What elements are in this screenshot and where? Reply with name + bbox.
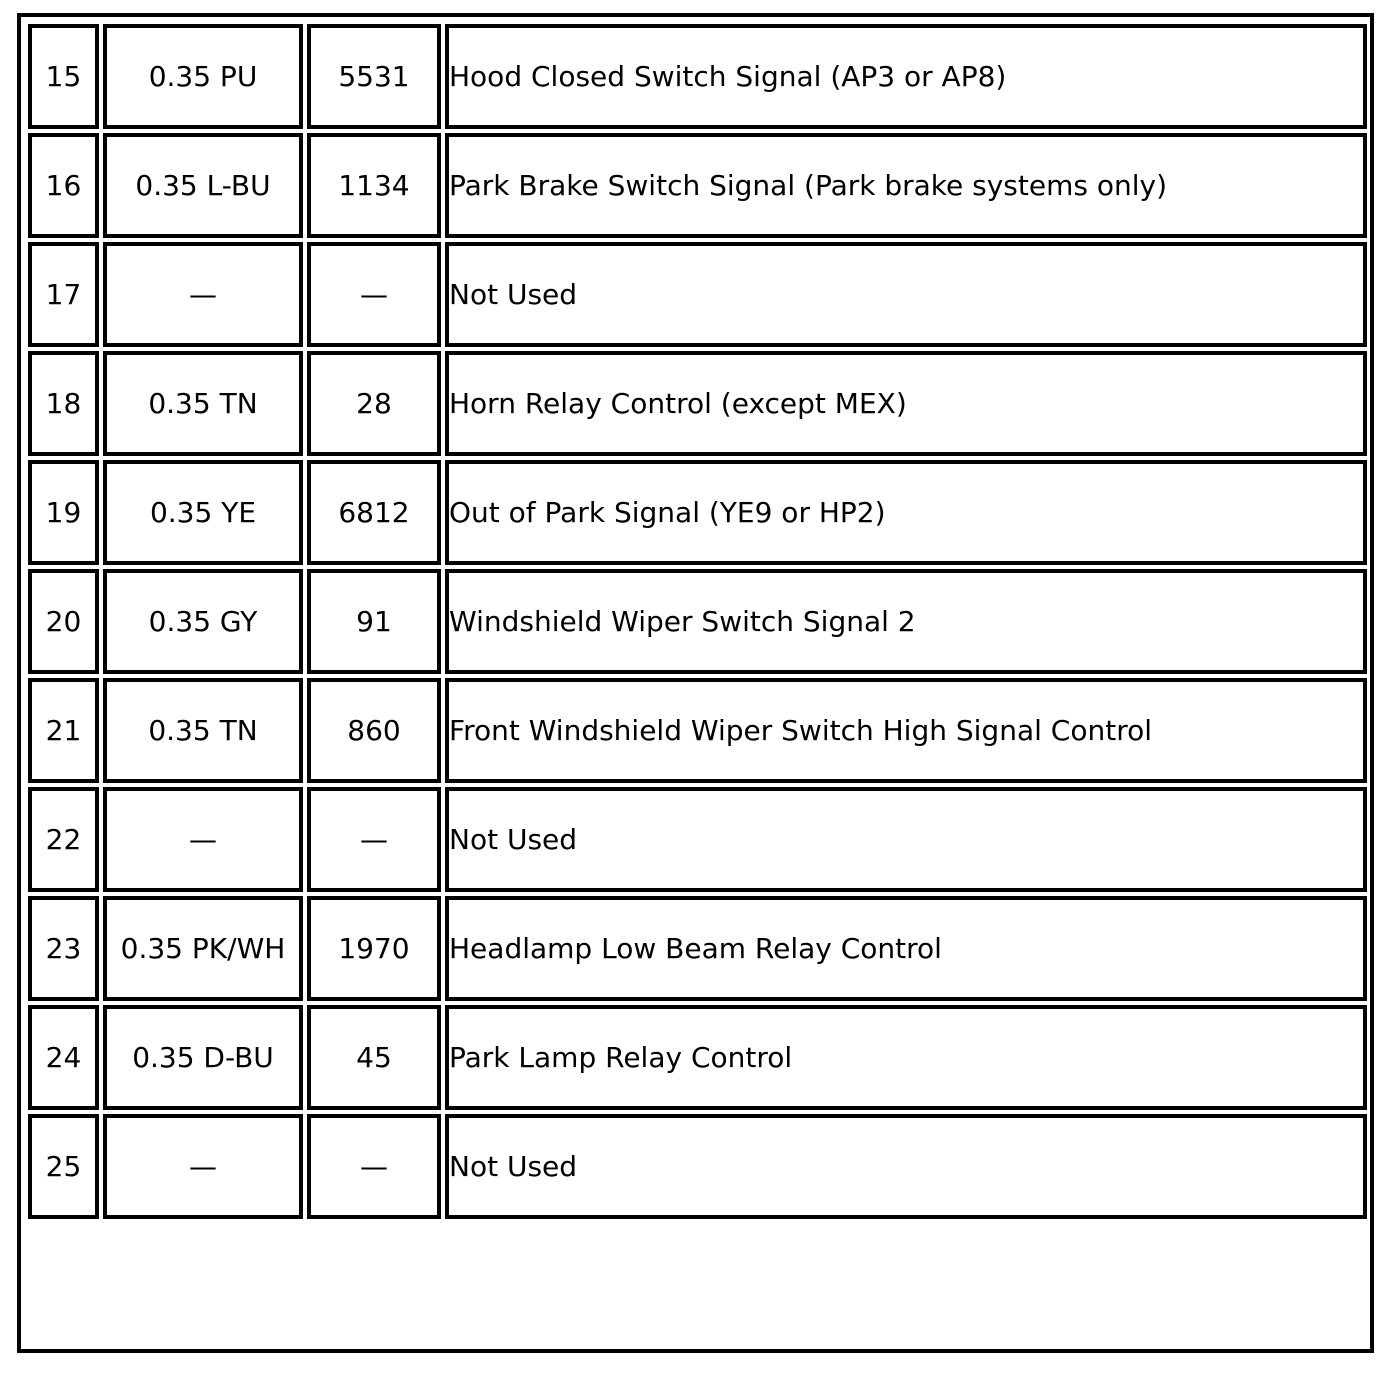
wire-cell: 0.35 D-BU xyxy=(103,1005,303,1110)
table-row xyxy=(28,896,1367,1001)
connector-pinout-table xyxy=(24,20,1371,1223)
circuit-cell: 5531 xyxy=(307,24,441,129)
table-row xyxy=(28,787,1367,892)
connector-pinout-table-frame xyxy=(17,13,1374,1353)
table-row xyxy=(28,133,1367,238)
pin-cell: 15 xyxy=(28,24,99,129)
function-cell: Park Brake Switch Signal (Park brake systems only) xyxy=(445,133,1367,238)
circuit-cell: 28 xyxy=(307,351,441,456)
function-cell: Out of Park Signal (YE9 or HP2) xyxy=(445,460,1367,565)
function-cell: Not Used xyxy=(445,1114,1367,1219)
circuit-cell: 1970 xyxy=(307,896,441,1001)
circuit-cell: — xyxy=(307,787,441,892)
wire-cell: 0.35 TN xyxy=(103,678,303,783)
function-cell: Horn Relay Control (except MEX) xyxy=(445,351,1367,456)
function-cell: Windshield Wiper Switch Signal 2 xyxy=(445,569,1367,674)
wire-cell: 0.35 L-BU xyxy=(103,133,303,238)
pin-cell: 20 xyxy=(28,569,99,674)
function-cell: Front Windshield Wiper Switch High Signal Control xyxy=(445,678,1367,783)
wire-cell: 0.35 PU xyxy=(103,24,303,129)
function-cell: Park Lamp Relay Control xyxy=(445,1005,1367,1110)
circuit-cell: 91 xyxy=(307,569,441,674)
pin-cell: 22 xyxy=(28,787,99,892)
pin-cell: 17 xyxy=(28,242,99,347)
table-row xyxy=(28,1114,1367,1219)
wire-cell: — xyxy=(103,787,303,892)
function-cell: Hood Closed Switch Signal (AP3 or AP8) xyxy=(445,24,1367,129)
function-cell: Not Used xyxy=(445,787,1367,892)
wire-cell: — xyxy=(103,1114,303,1219)
pin-cell: 24 xyxy=(28,1005,99,1110)
table-row xyxy=(28,678,1367,783)
function-cell: Not Used xyxy=(445,242,1367,347)
wire-cell: 0.35 YE xyxy=(103,460,303,565)
table-row xyxy=(28,569,1367,674)
table-row xyxy=(28,242,1367,347)
function-cell: Headlamp Low Beam Relay Control xyxy=(445,896,1367,1001)
wire-cell: 0.35 PK/WH xyxy=(103,896,303,1001)
table-row xyxy=(28,1005,1367,1110)
wire-cell: — xyxy=(103,242,303,347)
circuit-cell: 45 xyxy=(307,1005,441,1110)
pin-cell: 19 xyxy=(28,460,99,565)
circuit-cell: 6812 xyxy=(307,460,441,565)
pin-cell: 18 xyxy=(28,351,99,456)
circuit-cell: 1134 xyxy=(307,133,441,238)
circuit-cell: — xyxy=(307,1114,441,1219)
pin-cell: 16 xyxy=(28,133,99,238)
pin-cell: 23 xyxy=(28,896,99,1001)
table-row xyxy=(28,351,1367,456)
pin-cell: 21 xyxy=(28,678,99,783)
circuit-cell: 860 xyxy=(307,678,441,783)
wire-cell: 0.35 GY xyxy=(103,569,303,674)
table-row xyxy=(28,460,1367,565)
wire-cell: 0.35 TN xyxy=(103,351,303,456)
circuit-cell: — xyxy=(307,242,441,347)
table-row xyxy=(28,24,1367,129)
pin-cell: 25 xyxy=(28,1114,99,1219)
